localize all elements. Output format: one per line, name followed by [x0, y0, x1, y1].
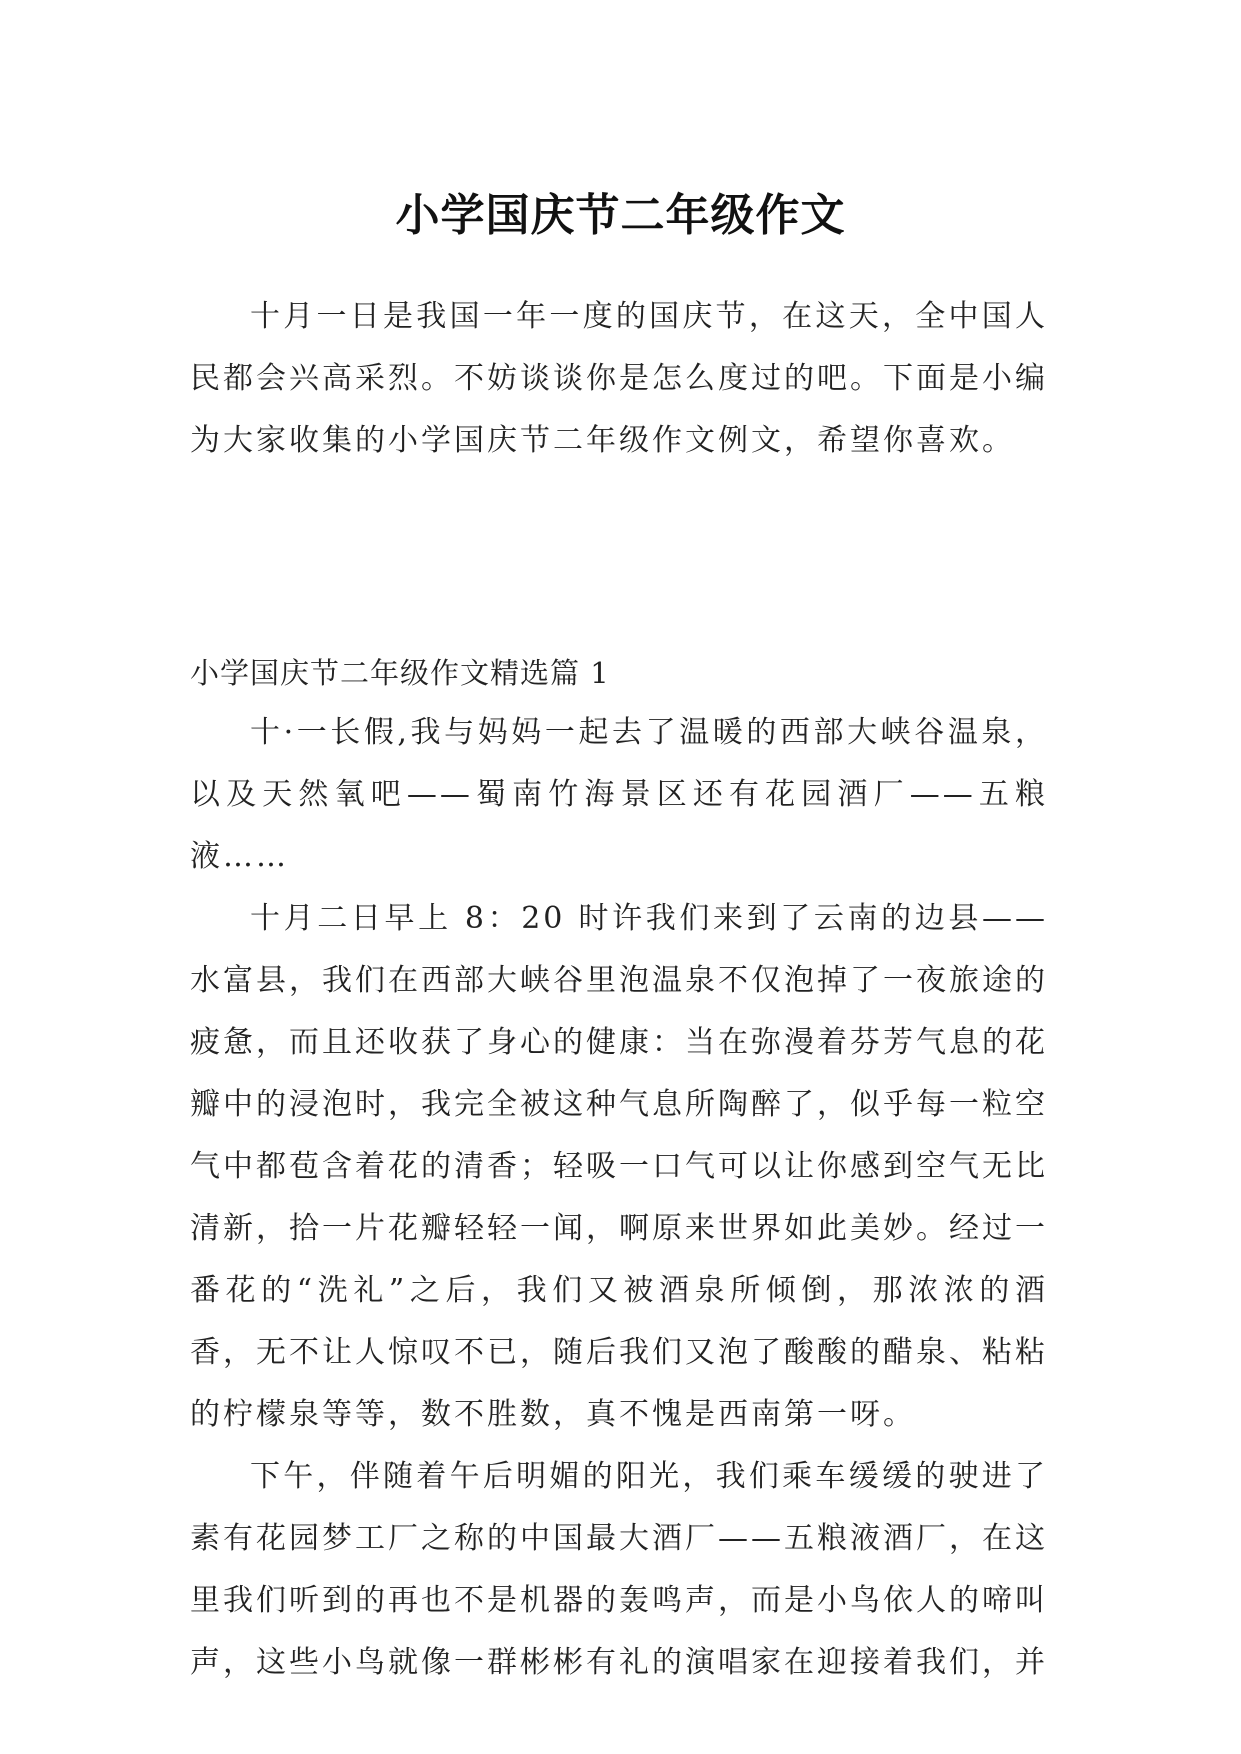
page-title: 小学国庆节二年级作文	[395, 190, 846, 242]
intro-paragraph: 十月一日是我国一年一度的国庆节，在这天，全中国人民都会兴高采烈。不妨谈谈你是怎么度过的吧。下面是小编为大家收集的小学国庆节二年级作文例文，希望你喜欢。	[190, 299, 1048, 458]
section-heading: 小学国庆节二年级作文精选篇 1	[190, 656, 610, 690]
body-paragraph: 下午，伴随着午后明媚的阳光，我们乘车缓缓的驶进了素有花园梦工厂之称的中国最大酒厂——五粮液酒厂，在这里我们听到的再也不是机器的轰鸣声，而是小鸟依人的啼叫声，这些小鸟就像一群彬彬有礼的演唱家在迎接着我们，并	[190, 1459, 1048, 1680]
body-paragraph: 十·一长假,我与妈妈一起去了温暖的西部大峡谷温泉，以及天然氧吧——蜀南竹海景区还有花园酒厂——五粮液……	[190, 715, 1048, 874]
document-body	[190, 286, 1048, 1694]
body-paragraph: 十月二日早上 8：20 时许我们来到了云南的边县——水富县，我们在西部大峡谷里泡温泉不仅泡掉了一夜旅途的疲惫，而且还收获了身心的健康：当在弥漫着芬芳气息的花瓣中的浸泡时，我完全被这种气息所陶醉了，似乎每一粒空气中都苞含着花的清香；轻吸一口气可以让你感到空气无比清新，拾一片花瓣轻轻一闻，啊原来世界如此美妙。经过一番花的“洗礼”之后，我们又被酒泉所倾倒，那浓浓的酒香，无不让人惊叹不已，随后我们又泡了酸酸的醋泉、粘粘的柠檬泉等等，数不胜数，真不愧是西南第一呀。	[190, 901, 1048, 1432]
